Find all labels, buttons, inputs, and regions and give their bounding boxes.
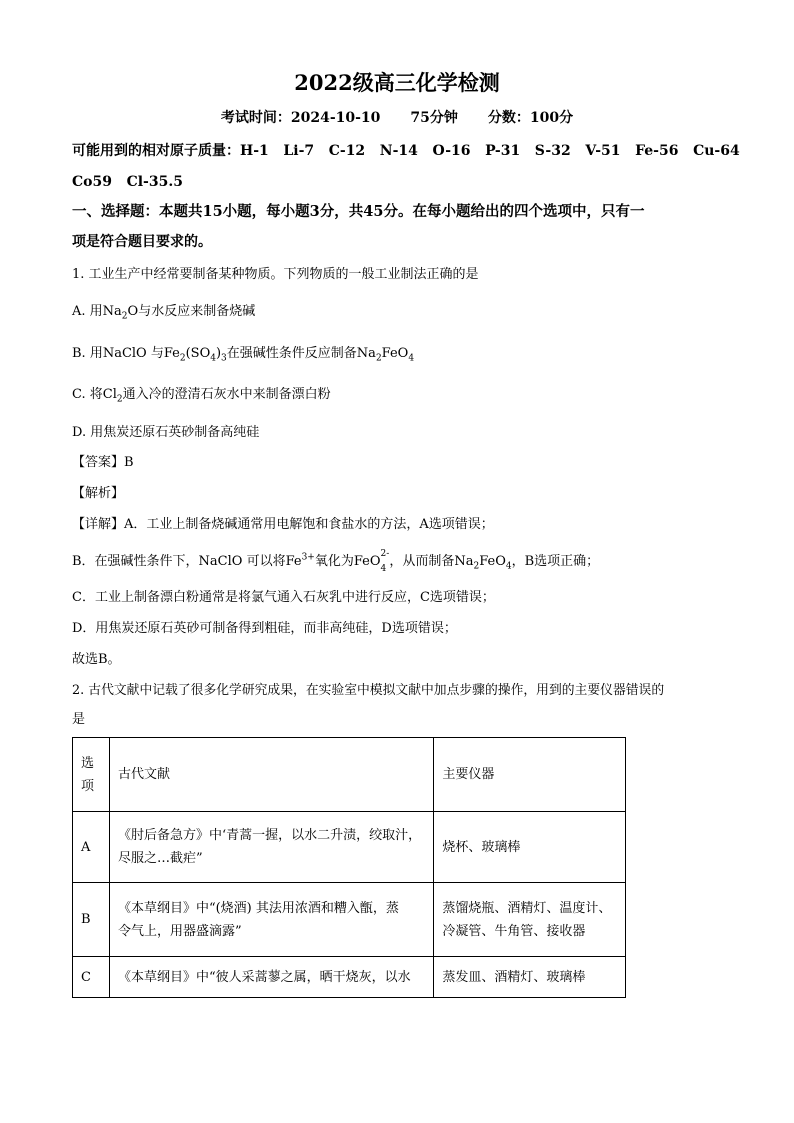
exam-time: 考试时间：2024-10-10	[220, 110, 381, 126]
table-row	[73, 883, 626, 957]
header-option: 选 项	[73, 738, 110, 812]
section-1-heading-line-1: 一、选择题：本题共15小题，每小题3分，共45分。在每小题给出的四个选项中，只有一	[72, 203, 645, 220]
exam-title: 2022级高三化学检测	[294, 70, 500, 95]
row-literature: 《本草纲目》中“彼人采蒿蓼之属，晒干烧灰，以水	[109, 957, 433, 998]
header-literature: 古代文献	[109, 738, 433, 812]
q1-stem: 1. 工业生产中经常要制备某种物质。下列物质的一般工业制法正确的是	[72, 267, 479, 282]
q1-option-a: A. 用$Na_2O$与水反应来制备烧碱	[72, 304, 256, 322]
q1-option-c: C. 将$Cl_2$通入冷的澄清石灰水中来制备漂白粉	[72, 387, 331, 405]
atomic-mass-line-2: Co59 Cl-35.5	[72, 174, 183, 190]
q1-option-b: B. 用NaClO 与$Fe_2(SO_4)_3$在强碱性条件反应制备$Na_2FeO_4$	[72, 346, 415, 364]
table-row	[73, 812, 626, 883]
q1-detail-d: D．用焦炭还原石英砂可制备得到粗硅，而非高纯硅，D选项错误；	[72, 621, 457, 636]
q2-options-table	[72, 737, 626, 998]
row-instruments: 蒸发皿、酒精灯、玻璃棒	[434, 957, 626, 998]
q1-analysis-label: 【解析】	[72, 486, 125, 501]
row-literature: 《肘后备急方》中‘青蒿一握，以水二升渍，绞取汁， 尽服之…截疟”	[109, 812, 433, 883]
row-option: B	[73, 883, 110, 957]
section-1-heading-line-2: 项是符合题目要求的。	[72, 234, 212, 250]
atomic-mass-line-1: 可能用到的相对原子质量：H-1 Li-7 C-12 N-14 O-16 P-31 S-32 V-51 Fe-56 Cu-64	[72, 143, 740, 159]
q2-stem-line-1: 2. 古代文献中记载了很多化学研究成果，在实验室中模拟文献中加点步骤的操作，用到的主要仪器错误的	[72, 683, 665, 698]
row-option: A	[73, 812, 110, 883]
q1-option-d: D. 用焦炭还原石英砂制备高纯硅	[72, 425, 260, 440]
table-row	[73, 957, 626, 998]
q1-answer: 【答案】B	[72, 455, 134, 470]
exam-duration: 75分钟	[410, 110, 458, 126]
table-header-row	[73, 738, 626, 812]
q2-stem-line-2: 是	[72, 712, 86, 727]
header-instruments: 主要仪器	[434, 738, 626, 812]
exam-meta	[0, 108, 794, 128]
row-option: C	[73, 957, 110, 998]
q1-detail-a: 【详解】A．工业上制备烧碱通常用电解饱和食盐水的方法，A选项错误；	[72, 517, 494, 532]
row-instruments: 烧杯、玻璃棒	[434, 812, 626, 883]
row-literature: 《本草纲目》中“(烧酒) 其法用浓酒和糟入甑，蒸 令气上，用器盛滴露”	[109, 883, 433, 957]
row-instruments: 蒸馏烧瓶、酒精灯、温度计、 冷凝管、牛角管、接收器	[434, 883, 626, 957]
q1-conclusion: 故选B。	[72, 652, 121, 667]
exam-score: 分数：100分	[487, 110, 574, 126]
q1-detail-b: B．在强碱性条件下，NaClO 可以将$Fe^{3+}$氧化为FeO$^{2-}$ $_4$ ，从而制备$Na_2FeO_4$，B选项正确；	[72, 548, 600, 574]
q1-detail-c: C．工业上制备漂白粉通常是将氯气通入石灰乳中进行反应，C选项错误；	[72, 590, 495, 605]
